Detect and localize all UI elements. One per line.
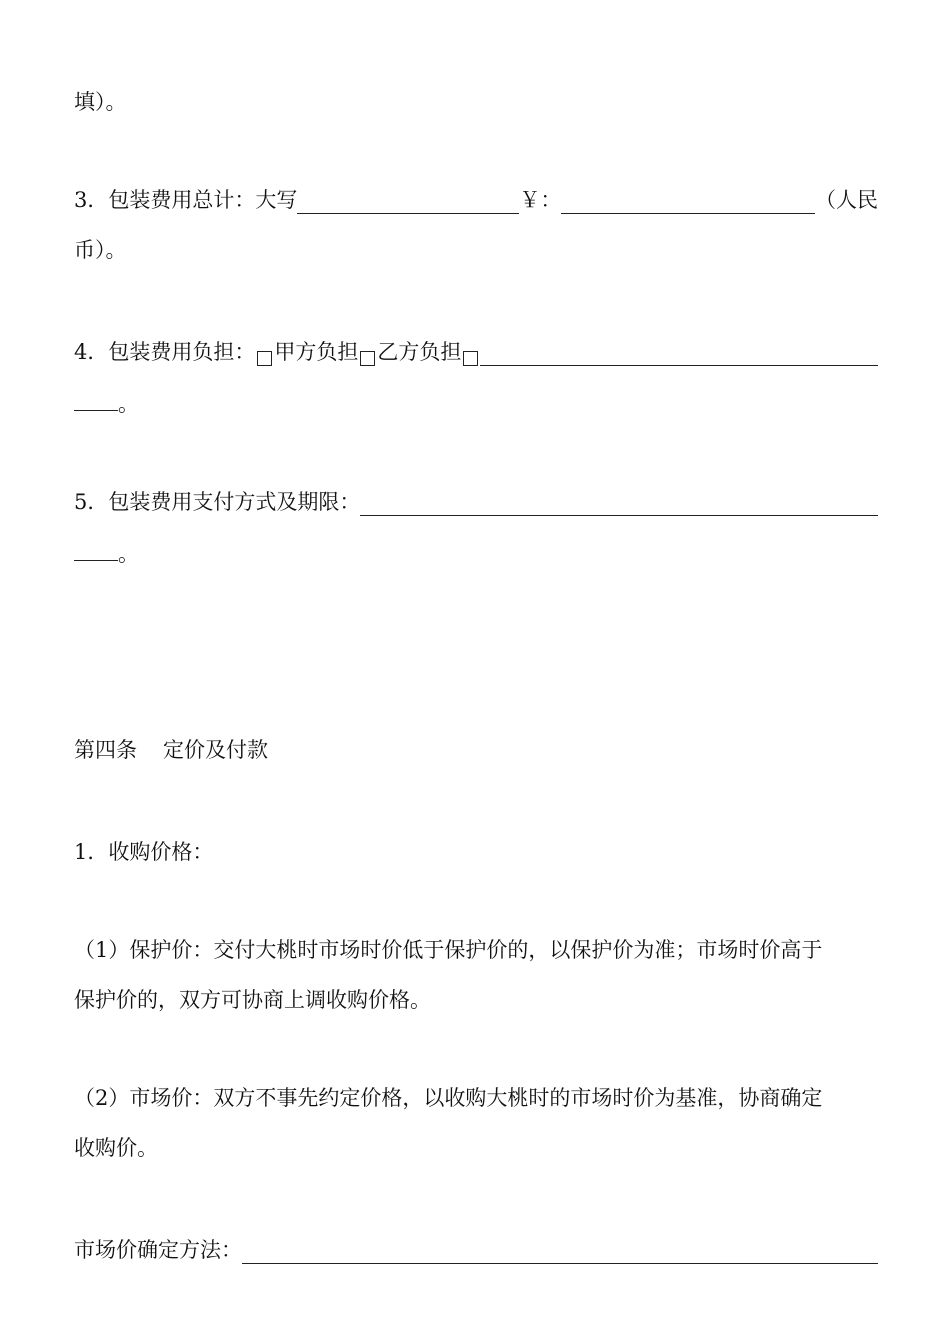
- other-option-checkbox[interactable]: [463, 351, 478, 366]
- packaging-burden-continued-line: [74, 390, 139, 418]
- market-price-method-label: 市场价确定方法：: [74, 1238, 242, 1262]
- protection-price-line-1: （1）保护价：交付大桃时市场时价低于保护价的，以保护价为准；市场时价高于: [74, 938, 823, 962]
- currency-label: （人民: [815, 188, 878, 212]
- purchase-price-heading: 1．收购价格：: [74, 840, 214, 864]
- other-option-field-continued[interactable]: [74, 390, 118, 411]
- period-mark: 。: [118, 392, 139, 416]
- market-price-line-1: （2）市场价：双方不事先约定价格，以收购大桃时的市场时价为基准，协商确定: [74, 1086, 823, 1110]
- market-price-method-field[interactable]: [242, 1243, 878, 1264]
- payment-method-line: [74, 488, 878, 516]
- packaging-burden-line: [74, 338, 878, 366]
- party-a-option-label: 甲方负担: [274, 340, 359, 364]
- article-number: 第四条: [74, 738, 137, 762]
- payment-method-label: 5．包装费用支付方式及期限：: [74, 490, 361, 514]
- packaging-burden-label: 4．包装费用负担：: [74, 340, 256, 364]
- article-title: 定价及付款: [163, 738, 268, 762]
- yen-label: ￥：: [519, 188, 562, 212]
- payment-method-field[interactable]: [360, 495, 878, 516]
- amount-in-words-field[interactable]: [297, 193, 519, 214]
- protection-price-line-2: 保护价的，双方可协商上调收购价格。: [74, 988, 431, 1012]
- packaging-total-line: [74, 186, 878, 214]
- other-option-field[interactable]: [480, 345, 878, 366]
- amount-in-figures-field[interactable]: [561, 193, 815, 214]
- continued-text-line: 填）。: [74, 90, 127, 114]
- period-mark: 。: [118, 542, 139, 566]
- payment-method-continued-line: [74, 540, 139, 568]
- payment-method-field-continued[interactable]: [74, 540, 118, 561]
- party-a-checkbox[interactable]: [257, 351, 272, 366]
- market-price-method-line: [74, 1236, 878, 1264]
- currency-continued-line: 币）。: [74, 238, 127, 262]
- party-b-checkbox[interactable]: [360, 351, 375, 366]
- party-b-option-label: 乙方负担: [377, 340, 462, 364]
- packaging-total-label: 3．包装费用总计：大写: [74, 188, 298, 212]
- article-heading: [74, 736, 268, 764]
- market-price-line-2: 收购价。: [74, 1136, 158, 1160]
